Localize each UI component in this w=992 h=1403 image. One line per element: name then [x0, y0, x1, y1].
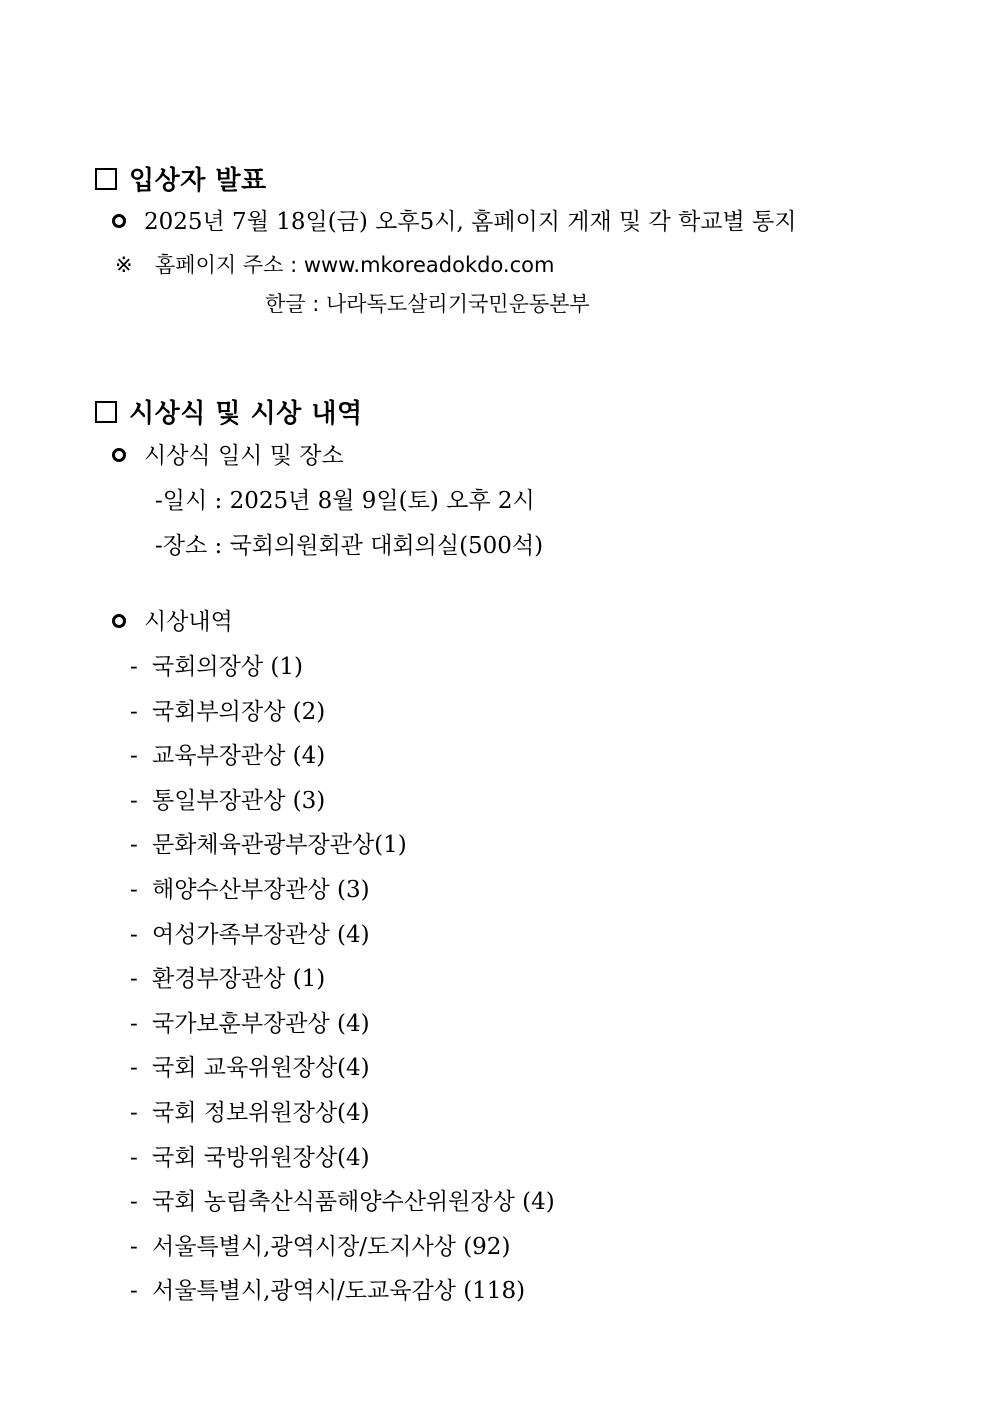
award-label: 서울특별시,광역시장/도지사상 (92) [152, 1234, 511, 1260]
korean-name-line [265, 288, 590, 318]
list-dash: - [130, 832, 138, 858]
list-dash: - [130, 1011, 138, 1037]
announcement-text: 2025년 7월 18일(금) 오후5시, 홈페이지 게재 및 각 학교별 통지 [144, 209, 797, 235]
list-item [130, 826, 407, 859]
list-dash: - [130, 1278, 138, 1304]
list-item [130, 871, 370, 904]
list-dash: - [130, 654, 138, 680]
reference-mark: ※ [115, 253, 133, 277]
list-item [130, 1183, 555, 1216]
circle-bullet-icon [112, 448, 126, 462]
list-dash: - [130, 743, 138, 769]
ceremony-place: -장소 : 국회의원회관 대회의실(500석) [155, 533, 544, 559]
award-label: 환경부장관상 (1) [152, 966, 326, 992]
award-label: 교육부장관상 (4) [152, 743, 326, 769]
award-label: 해양수산부장관상 (3) [152, 877, 370, 903]
ceremony-title-line [112, 437, 344, 470]
checkbox-square-icon [95, 168, 117, 190]
list-dash: - [130, 922, 138, 948]
award-label: 서울특별시,광역시/도교육감상 (118) [152, 1278, 526, 1304]
ceremony-time: -일시 : 2025년 8월 9일(토) 오후 2시 [155, 488, 535, 514]
list-dash: - [130, 877, 138, 903]
list-item [130, 1049, 370, 1082]
list-dash: - [130, 1055, 138, 1081]
section-heading-ceremony [95, 393, 363, 430]
list-dash: - [130, 1189, 138, 1215]
awards-title-line [112, 603, 233, 636]
award-label: 국회 정보위원장상(4) [152, 1100, 370, 1126]
award-label: 국회 농림축산식품해양수산위원장상 (4) [152, 1189, 555, 1215]
circle-bullet-icon [112, 614, 126, 628]
korean-name-text: 한글 : 나라독도살리기국민운동본부 [265, 292, 590, 316]
announcement-line [112, 203, 796, 236]
section-heading-winners [95, 160, 267, 197]
list-dash: - [130, 1234, 138, 1260]
list-item [130, 1139, 370, 1172]
list-dash: - [130, 1100, 138, 1126]
list-dash: - [130, 699, 138, 725]
list-item [130, 693, 325, 726]
award-label: 국회의장상 (1) [152, 654, 303, 680]
award-label: 국회 교육위원장상(4) [152, 1055, 370, 1081]
circle-bullet-icon [112, 214, 126, 228]
homepage-address: 홈페이지 주소 : www.mkoreadokdo.com [155, 253, 555, 277]
homepage-note [115, 249, 554, 279]
award-label: 여성가족부장관상 (4) [152, 922, 370, 948]
ceremony-title: 시상식 일시 및 장소 [144, 443, 344, 469]
awards-title: 시상내역 [144, 609, 233, 635]
list-item [130, 1005, 370, 1038]
award-label: 국가보훈부장관상 (4) [152, 1011, 370, 1037]
list-item [130, 1094, 370, 1127]
list-item [130, 737, 325, 770]
checkbox-square-icon [95, 401, 117, 423]
list-item [130, 648, 303, 681]
award-label: 문화체육관광부장관상(1) [152, 832, 407, 858]
list-item [130, 960, 325, 993]
list-item [130, 1228, 510, 1261]
award-label: 통일부장관상 (3) [152, 788, 326, 814]
list-item [130, 782, 325, 815]
award-label: 국회 국방위원장상(4) [152, 1145, 370, 1171]
section-heading-text: 입상자 발표 [129, 166, 267, 196]
list-dash: - [130, 788, 138, 814]
list-item [130, 1272, 525, 1305]
award-label: 국회부의장상 (2) [152, 699, 326, 725]
section-heading-text: 시상식 및 시상 내역 [129, 399, 363, 429]
list-item [130, 916, 370, 949]
list-dash: - [130, 966, 138, 992]
list-dash: - [130, 1145, 138, 1171]
